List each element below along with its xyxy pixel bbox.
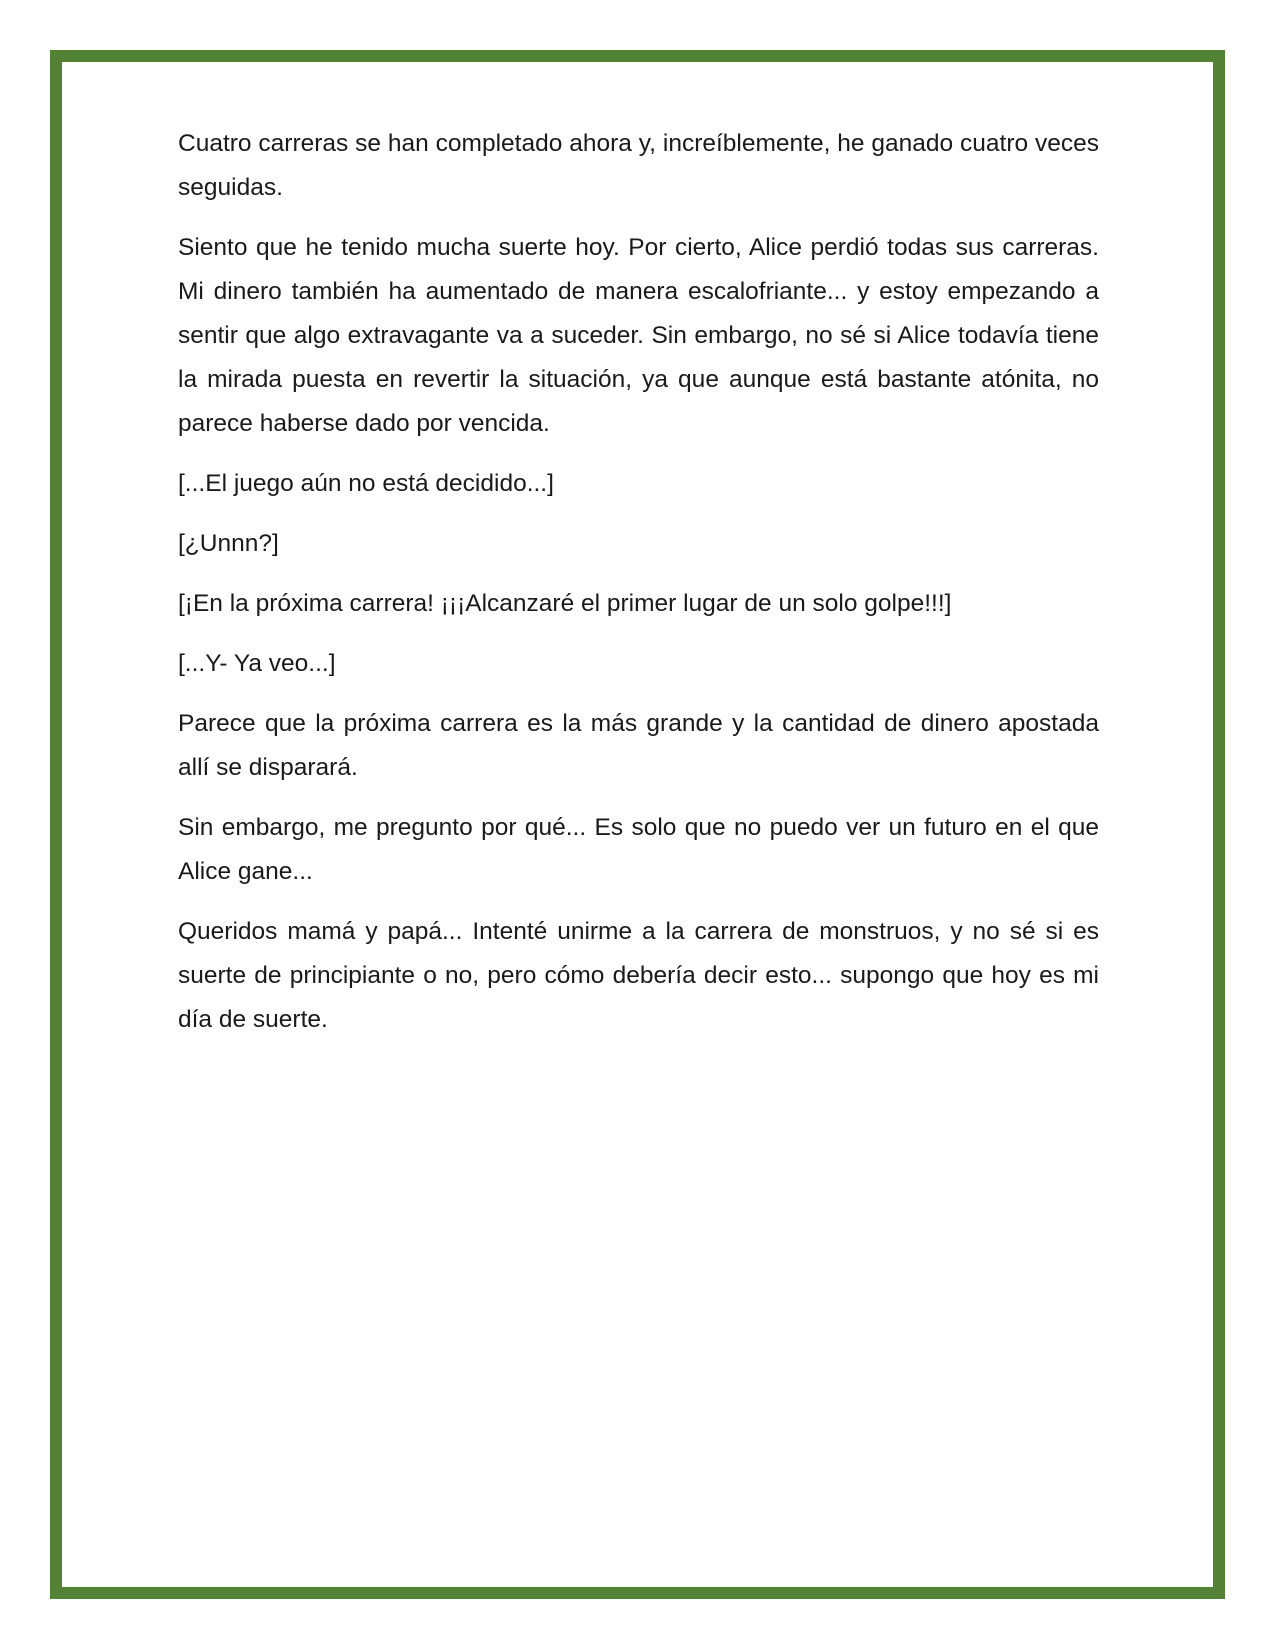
dialogue-line: [¡En la próxima carrera! ¡¡¡Alcanzaré el primer lugar de un solo golpe!!!]: [178, 590, 952, 617]
paragraph: Cuatro carreras se han completado ahora y, increíblemente, he ganado cuatro veces seguidas.: [178, 130, 1099, 201]
paragraph: Queridos mamá y papá... Intenté unirme a la carrera de monstruos, y no sé si es suerte de principiante o no, pero cómo debería decir esto... supongo que hoy es mi día de suerte.: [178, 918, 1099, 1033]
dialogue-line: [...Y- Ya veo...]: [178, 650, 336, 677]
dialogue-line: [¿Unnn?]: [178, 530, 279, 557]
dialogue-line: [...El juego aún no está decidido...]: [178, 470, 554, 497]
document-body: [178, 122, 1099, 1058]
paragraph: Parece que la próxima carrera es la más grande y la cantidad de dinero apostada allí se disparará.: [178, 710, 1099, 781]
paragraph: Siento que he tenido mucha suerte hoy. Por cierto, Alice perdió todas sus carreras. Mi dinero también ha aumentado de manera escalofriante... y estoy empezando a sentir que algo extravagante va a suceder. Sin embargo, no sé si Alice todavía tiene la mirada puesta en revertir la situación, ya que aunque está bastante atónita, no parece haberse dado por vencida.: [178, 234, 1099, 437]
paragraph: Sin embargo, me pregunto por qué... Es solo que no puedo ver un futuro en el que Alice gane...: [178, 814, 1099, 885]
